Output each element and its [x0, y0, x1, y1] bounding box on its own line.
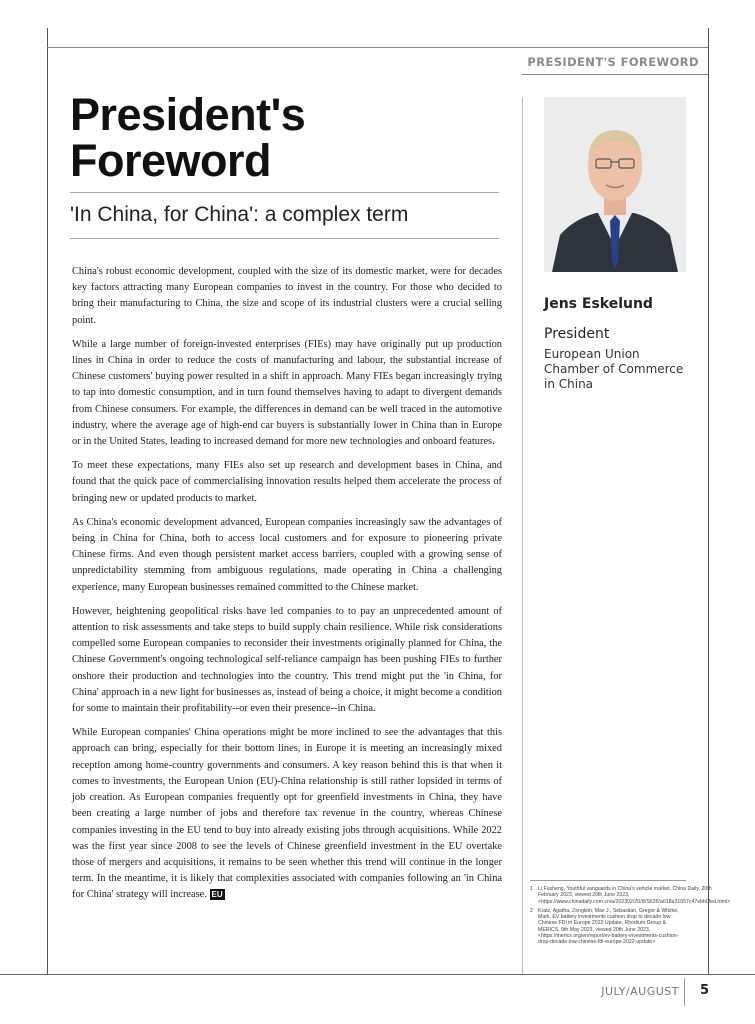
page-title: President's Foreword	[70, 89, 306, 186]
sidebar-rule	[522, 97, 523, 974]
footnote	[530, 886, 731, 905]
paragraph: However, heightening geopolitical risks have led companies to to pay an unprecedented amount of attention to risk assessments and take steps to build supply chain resilience. While risk considerations compelled some European companies to reconsider their investments originally planned for China, the Chinese Government's ongoing technological self-reliance campaign has been pushing FIEs to further onshore their production and technologies into the country. This trend might put the 'in China, for China' approach in a new light for businesses as, instead of being a choice, it might become a condition for some to maintain their profitability--or even their presence--in China.	[72, 605, 502, 715]
paragraph-text: While European companies' China operations might be more inclined to see the advantages that this approach can bring, especially for their bottom lines, in Europe it is meeting an increasingly mixed reception among home-country governments and consumers. A key reason behind this is that when it comes to investments, the European Union (EU)-China relationship is still rather lopsided in terms of job creation. As European companies frequently opt for greenfield investments in China, they have been creating a large number of jobs and therefore tax revenue in the country, whereas Chinese companies investing in the EU tend to buy into already existing jobs through acquisitions. While 2022 was the first year since 2008 to see the levels of Chinese greenfield investment in the EU overtake those of mergers and acquisitions, it remains to be seen whether this trend will continue in the longer term. In the meantime, it is likely that complexities associated with companies following an 'in China for China' strategy will increase.	[72, 727, 502, 901]
paragraph: China's robust economic development, coupled with the size of its domestic market, were for decades key factors attracting many European companies to invest in the country. For those who decided to bring their manufacturing to China, the size and scope of its industrial clusters were a crucial selling point.	[72, 266, 502, 326]
issue-label: JULY/AUGUST	[601, 985, 679, 998]
title-divider	[70, 192, 499, 193]
bottom-rule	[0, 974, 755, 975]
paragraph-last	[72, 725, 502, 903]
president-name: Jens Eskelund	[544, 296, 653, 312]
portrait-illustration	[544, 97, 686, 272]
right-margin-rule	[708, 28, 709, 974]
header-rule-2	[522, 74, 708, 75]
footnote-text: Kratz, Agatha, Zenglein, Max J., Sebastian, Gregor & Witzke, Mark, EV battery investments cushion drop to decade low: Chinese FDI in Europe 2022 Update, Rhodium Group & MERICS, 9th May 2023, viewed 20th June 2023, <https://merics.org/en/report/ev-battery-investments-cushion-drop-decade-low-chinese-fdi-europe-2022-update>	[538, 907, 679, 946]
footnote	[530, 908, 688, 946]
president-photo	[544, 97, 686, 272]
section-label: PRESIDENT'S FOREWORD	[527, 55, 699, 69]
footnote-rule	[530, 880, 686, 881]
page-number: 5	[700, 983, 710, 998]
left-margin-rule	[47, 28, 48, 974]
paragraph: To meet these expectations, many FIEs also set up research and development bases in China, and found that the quick pace of commercialising innovation results helped them accelerate the process of bringing new or updated products to market.	[72, 460, 502, 504]
footnote-number: 1	[530, 886, 533, 892]
footnotes	[530, 886, 731, 949]
end-mark: EU	[211, 890, 223, 900]
organization-name: European Union Chamber of Commerce in China	[544, 347, 684, 391]
paragraph: While a large number of foreign-invested enterprises (FIEs) may have originally put up production lines in China in order to reduce the costs of manufacturing and labour, the substantial increase of Chinese customers' buying power resulted in a shift in approach. Many FIEs began increasingly trying to tap into domestic consumption, and in turn found themselves having to adapt to divergent demands from Chinese consumers. For example, the differences in demand can be well traced in the automotive industry, where the average age of high-end car buyers is substantially lower in China than in Europe or in the United States, leading to increased demand for more new technologies and onboard features.	[72, 338, 502, 448]
footnote-text: Li Fusheng, Youthful vanguards in China's vehicle market, China Daily, 20th February 2023, viewed 20th June 2023, <https://www.chinadaily.com.cn/a/202302/20/WS63f2a018a31057c47ebb0fed.html>	[538, 886, 731, 905]
header-rule	[47, 47, 708, 48]
subtitle-divider	[70, 238, 499, 239]
article-body	[72, 264, 502, 912]
paragraph: As China's economic development advanced, European companies increasingly saw the advantages of being in China for China, both to access local customers and for exposure to pioneering private Chinese firms. And even though persistent market access barriers, coupled with a growing sense of unpredictability stemming from ambiguous regulations, made operating in China a challenging experience, many European businesses remained committed to the Chinese market.	[72, 516, 502, 593]
president-role: President	[544, 326, 610, 342]
footnote-number: 2	[530, 907, 533, 914]
footer-divider	[684, 978, 685, 1006]
page-subtitle: 'In China, for China': a complex term	[70, 203, 409, 226]
